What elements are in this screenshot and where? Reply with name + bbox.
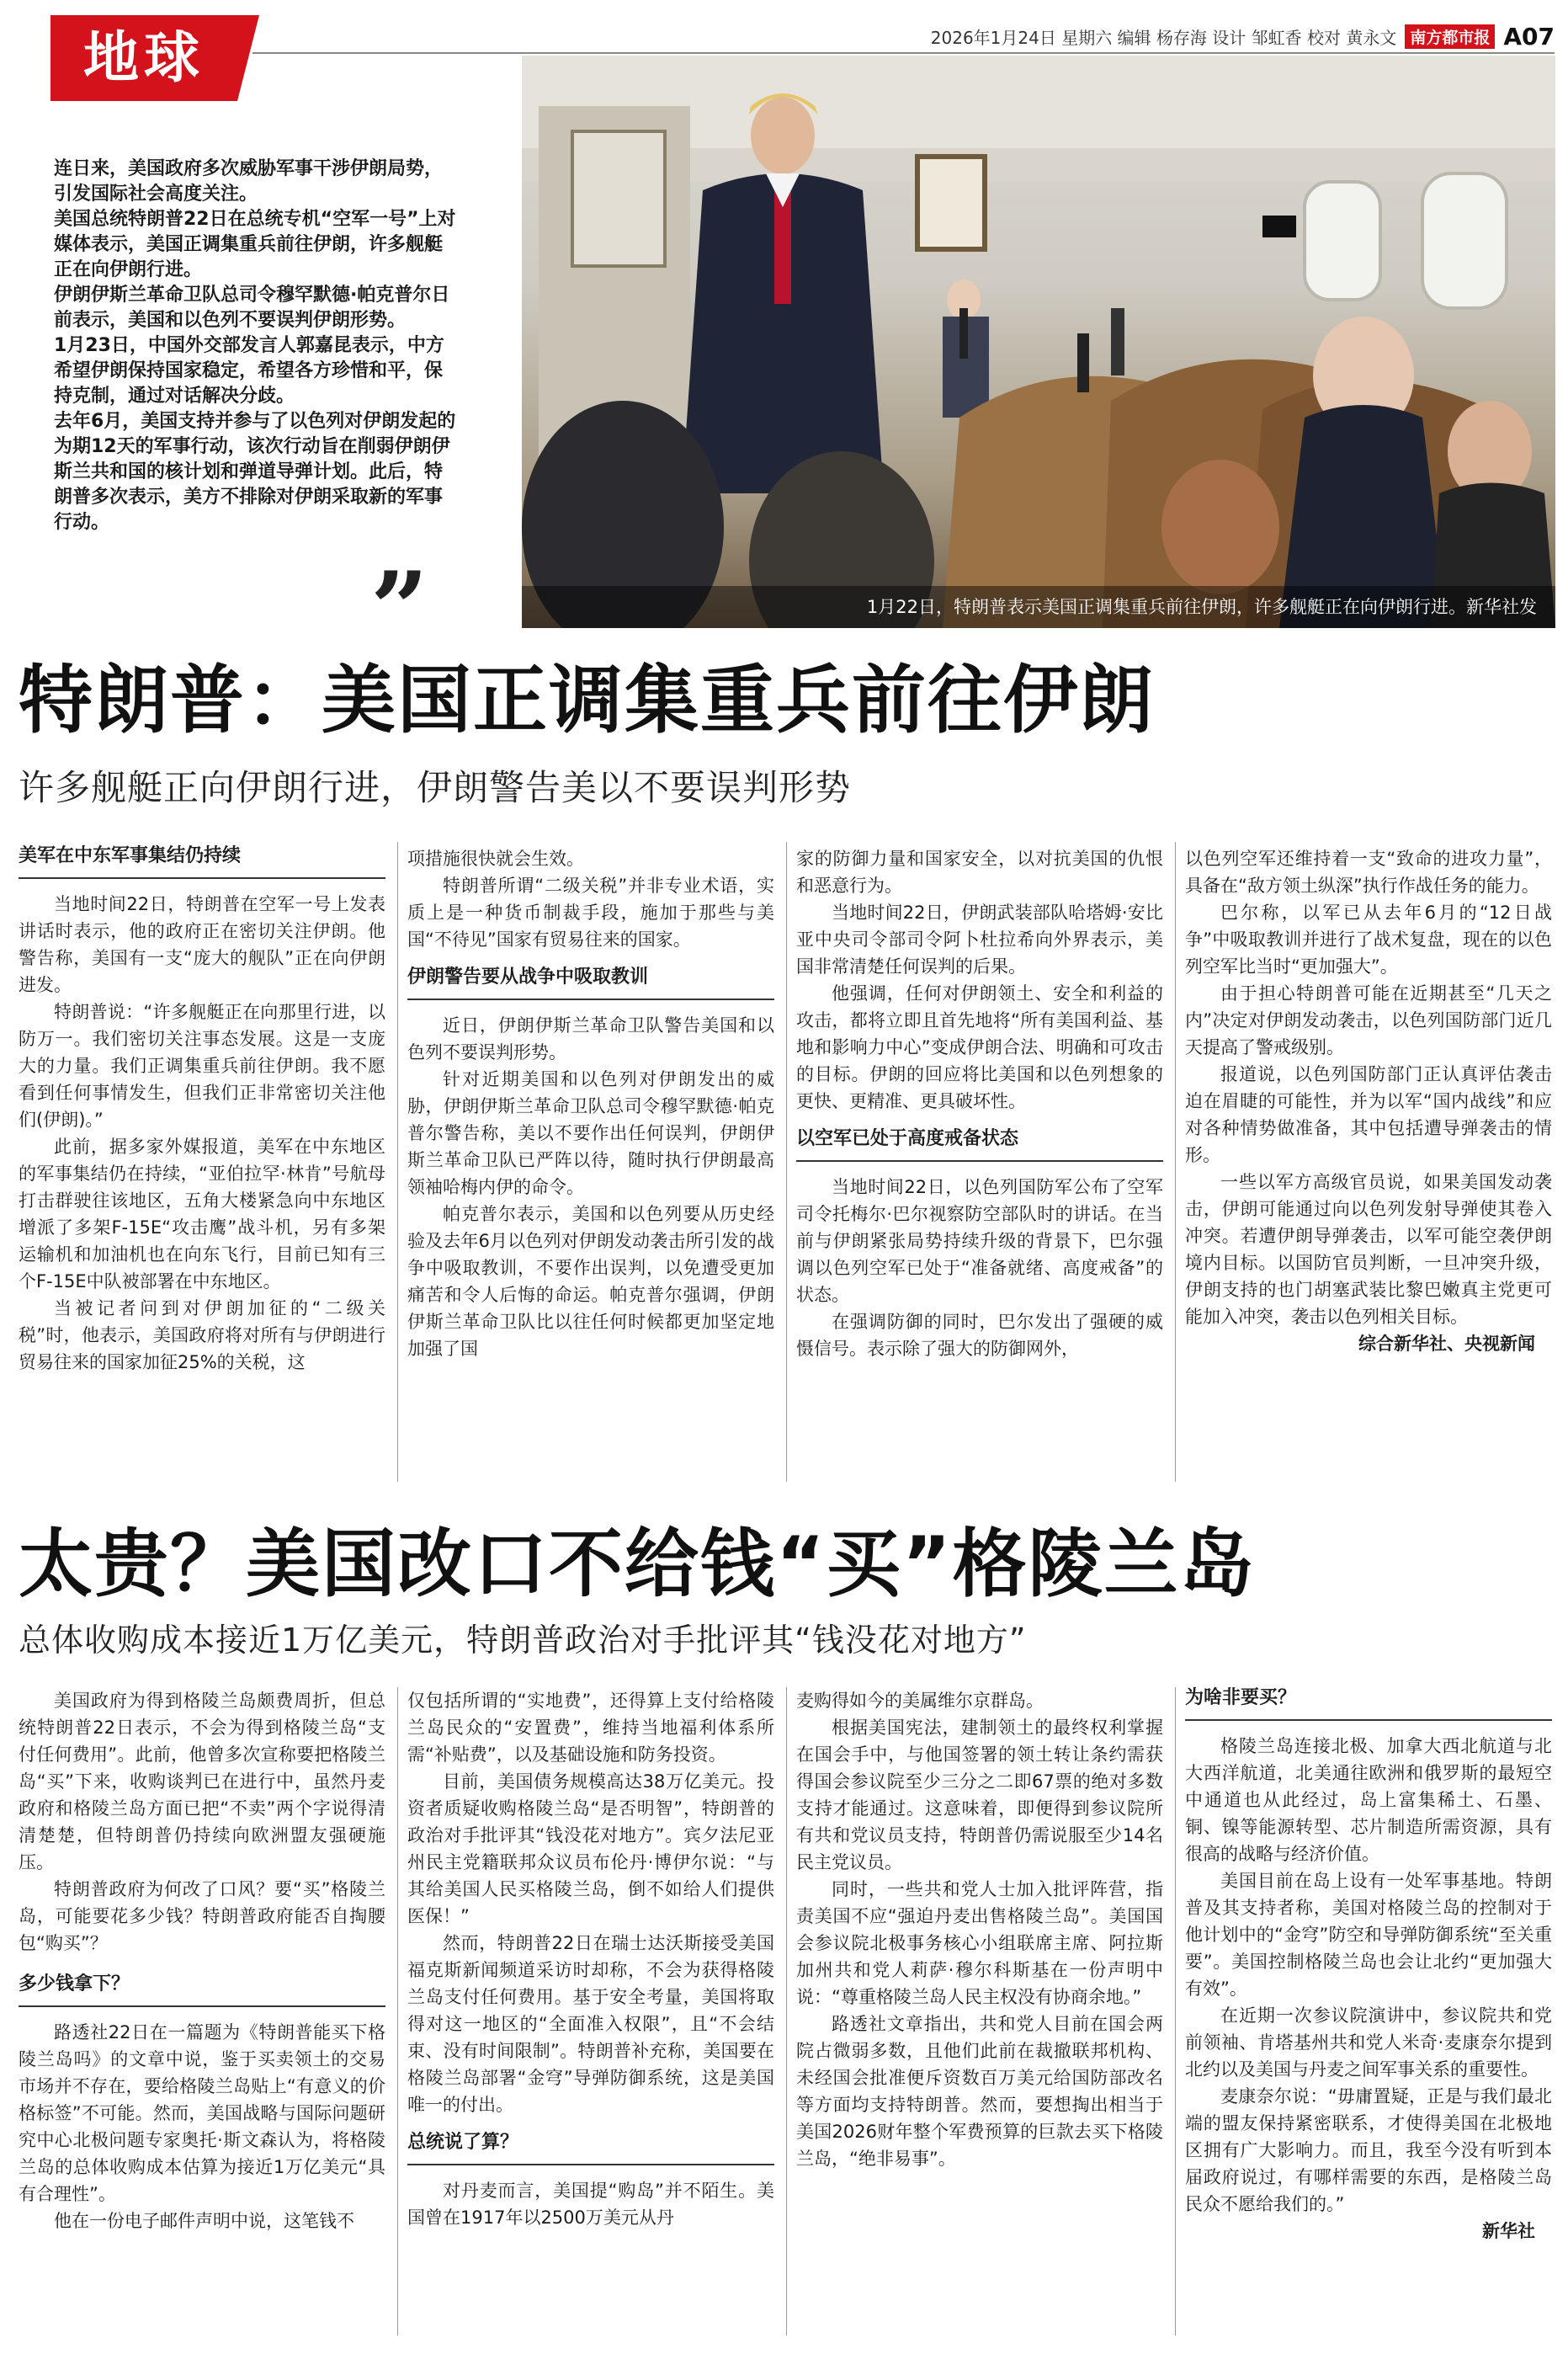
paragraph: 项措施很快就会生效。: [407, 849, 584, 869]
header-info: [931, 22, 1555, 51]
intro-lead: [54, 157, 458, 535]
article2-subhead-3: 为啥非要买？: [1185, 1686, 1552, 1721]
article2-column-1: [19, 1687, 385, 2234]
header-rule: [252, 52, 1555, 54]
paragraph: 近日，伊朗伊斯兰革命卫队警告美国和以色列不要误判形势。: [407, 1015, 774, 1062]
news-photo: [522, 56, 1555, 628]
paragraph: 同时，一些共和党人士加入批评阵营，指责美国不应“强迫丹麦出售格陵兰岛”。美国国会参议院北极事务核心小组联席主席、阿拉斯加州共和党人莉萨·穆尔科斯基在一份声明中说：“尊重格陵兰岛人民主权没有协商余地。”: [796, 1879, 1163, 2007]
intro-paragraph: 连日来，美国政府多次威胁军事干涉伊朗局势，引发国际社会高度关注。: [54, 158, 444, 205]
article2-column-3: [796, 1687, 1163, 2172]
paragraph: 路透社文章指出，共和党人目前在国会两院占微弱多数，且他们此前在裁撤联邦机构、未经国会批准便斥资数百万美元给国防部改名等方面均支持特朗普。然而，要想掏出相当于美国2026财年整个军费预算的巨款去买下格陵兰岛，“绝非易事”。: [796, 2014, 1163, 2169]
paragraph: 帕克普尔表示，美国和以色列要从历史经验及去年6月以色列对伊朗发动袭击所引发的战争中吸取教训，不要作出误判，以免遭受更加痛苦和令人后悔的命运。帕克普尔强调，伊朗伊斯兰革命卫队比以往任何时候都更加坚定地加强了国: [407, 1204, 774, 1359]
paragraph: 针对近期美国和以色列对伊朗发出的威胁，伊朗伊斯兰革命卫队总司令穆罕默德·帕克普尔警告称，美以不要作出任何误判，伊朗伊斯兰革命卫队已严阵以待，随时执行伊朗最高领袖哈梅内伊的命令。: [407, 1069, 774, 1197]
article2-title: 太贵？美国改口不给钱“买”格陵兰岛: [19, 1521, 1256, 1607]
paragraph: 此前，据多家外媒报道，美军在中东地区的军事集结仍在持续，“亚伯拉罕·林肯”号航母打击群驶往该地区，五角大楼紧急向中东地区增派了多架F-15E“攻击鹰”战斗机，另有多架运输机和加油机也在向东飞行，目前已知有三个F-15E中队被部署在中东地区。: [19, 1137, 385, 1292]
paragraph: 家的防御力量和国家安全，以对抗美国的仇恨和恶意行为。: [796, 849, 1163, 896]
article1-subhead-3: 以空军已处于高度戒备状态: [796, 1126, 1163, 1162]
intro-paragraph: 伊朗伊斯兰革命卫队总司令穆罕默德·帕克普尔日前表示，美国和以色列不要误判伊朗形势。: [54, 285, 450, 331]
article1-column-4: [1185, 845, 1552, 1357]
article2-column-2: [407, 1687, 774, 2231]
column-divider: [397, 1687, 398, 2335]
column-divider: [786, 842, 787, 1482]
paragraph: 麦康奈尔说：“毋庸置疑，正是与我们最北端的盟友保持紧密联系，才使得美国在北极地区拥有广大影响力。而且，我至今没有听到本届政府说过，有哪样需要的东西，是格陵兰岛民众不愿给我们的。”: [1185, 2086, 1552, 2214]
quote-mark-icon: ”: [370, 550, 429, 668]
article2-column-4: [1185, 1680, 1552, 2245]
paragraph: 路透社22日在一篇题为《特朗普能买下格陵兰岛吗》的文章中说，鉴于买卖领土的交易市场并不存在，要给格陵兰岛贴上“有意义的价格标签”不可能。然而，美国战略与国际问题研究中心北极问题专家奥托·斯文森认为，将格陵兰岛的总体收购成本估算为接近1万亿美元“具有合理性”。: [19, 2022, 385, 2204]
paragraph: 当地时间22日，伊朗武装部队哈塔姆·安比亚中央司令部司令阿卜杜拉希向外界表示，美国非常清楚任何误判的后果。: [796, 903, 1163, 977]
paragraph: 特朗普所谓“二级关税”并非专业术语，实质上是一种货币制裁手段，施加于那些与美国“不待见”国家有贸易往来的国家。: [407, 876, 774, 950]
paragraph: 以色列空军还维持着一支“致命的进攻力量”，具备在“敌方领土纵深”执行作战任务的能力。: [1185, 849, 1552, 896]
paragraph: 美国目前在岛上设有一处军事基地。特朗普及其支持者称，美国对格陵兰岛的控制对于他计划中的“金穹”防空和导弹防御系统“至关重要”。美国控制格陵兰岛也会让北约“更加强大有效”。: [1185, 1871, 1552, 1999]
article2-signature: 新华社: [1482, 2221, 1535, 2241]
article2-subhead-2: 总统说了算？: [407, 2130, 774, 2165]
date-line: 2026年1月24日 星期六 编辑 杨存海 设计 邹虹香 校对 黄永文: [930, 27, 1397, 48]
article2-subhead-1: 多少钱拿下？: [19, 1972, 385, 2007]
section-tag: 地球: [50, 15, 237, 101]
paragraph: 他强调，任何对伊朗领土、安全和利益的攻击，都将立即且首先地将“所有美国利益、基地和影响力中心”变成伊朗合法、明确和可攻击的目标。伊朗的回应将比美国和以色列想象的更快、更精准、更具破坏性。: [796, 983, 1163, 1111]
paragraph: 报道说，以色列国防部门正认真评估袭击迫在眉睫的可能性，并为以军“国内战线”和应对各种情势做准备，其中包括遭导弹袭击的情形。: [1185, 1064, 1552, 1165]
paragraph: 一些以军方高级官员说，如果美国发动袭击，伊朗可能通过向以色列发射导弹使其卷入冲突。若遭伊朗导弹袭击，以军可能空袭伊朗境内目标。以国防官员判断，一旦冲突升级，伊朗支持的也门胡塞武装比黎巴嫩真主党更可能加入冲突，袭击以色列相关目标。: [1185, 1172, 1552, 1327]
intro-paragraph: 美国总统特朗普22日在总统专机“空军一号”上对媒体表示，美国正调集重兵前往伊朗，许多舰艇正在向伊朗行进。: [54, 209, 456, 280]
paragraph: 美国政府为得到格陵兰岛颇费周折，但总统特朗普22日表示，不会为得到格陵兰岛“支付任何费用”。此前，他曾多次宣称要把格陵兰岛“买”下来，收购谈判已在进行中，虽然丹麦政府和格陵兰岛方面已把“不卖”两个字说得清清楚楚，但特朗普仍持续向欧洲盟友强硬施压。: [19, 1691, 385, 1872]
paragraph: 根据美国宪法，建制领土的最终权利掌握在国会手中，与他国签署的领土转让条约需获得国会参议院至少三分之二即67票的绝对多数支持才能通过。这意味着，即便得到参议院所有共和党议员支持，特朗普仍需说服至少14名民主党议员。: [796, 1718, 1163, 1872]
article1-subhead-2: 伊朗警告要从战争中吸取教训: [407, 965, 774, 1000]
column-divider: [1175, 842, 1176, 1482]
paragraph: 目前，美国债务规模高达38万亿美元。投资者质疑收购格陵兰岛“是否明智”，特朗普的政治对手批评其“钱没花对地方”。宾夕法尼亚州民主党籍联邦众议员布伦丹·博伊尔说：“与其给美国人民买格陵兰岛，倒不如给人们提供医保！”: [407, 1771, 774, 1926]
paragraph: 对丹麦而言，美国提“购岛”并不陌生。美国曾在1917年以2500万美元从丹: [407, 2181, 774, 2228]
paragraph: 特朗普政府为何改了口风？要“买”格陵兰岛，可能要花多少钱？特朗普政府能否自掏腰包“购买”？: [19, 1879, 385, 1953]
paragraph: 麦购得如今的美属维尔京群岛。: [796, 1691, 1044, 1711]
article1-subhead-1: 美军在中东军事集结仍持续: [19, 844, 385, 879]
paragraph: 在强调防御的同时，巴尔发出了强硬的威慑信号。表示除了强大的防御网外，: [796, 1312, 1163, 1359]
paragraph: 当被记者问到对伊朗加征的“二级关税”时，他表示，美国政府将对所有与伊朗进行贸易往来的国家加征25%的关税，这: [19, 1298, 385, 1372]
article1-column-2: [407, 845, 774, 1362]
column-divider: [397, 842, 398, 1482]
page-number: A07: [1503, 22, 1555, 51]
column-divider: [1175, 1687, 1176, 2335]
paragraph: 由于担心特朗普可能在近期甚至“几天之内”决定对伊朗发动袭击，以色列国防部门近几天提高了警戒级别。: [1185, 983, 1552, 1057]
article2-subtitle: 总体收购成本接近1万亿美元，特朗普政治对手批评其“钱没花对地方”: [19, 1622, 1027, 1659]
article1-column-3: [796, 845, 1163, 1362]
paragraph: 然而，特朗普22日在瑞士达沃斯接受美国福克斯新闻频道采访时却称，不会为获得格陵兰岛支付任何费用。基于安全考量，美国将取得对这一地区的“全面准入权限”，且“不会结束、没有时间限制”。特朗普补充称，美国要在格陵兰岛部署“金穹”导弹防御系统，这是美国唯一的付出。: [407, 1933, 774, 2115]
paragraph: 格陵兰岛连接北极、加拿大西北航道与北大西洋航道，北美通往欧洲和俄罗斯的最短空中通道也从此经过，岛上富集稀土、石墨、铜、镍等能源转型、芯片制造所需资源，具有很高的战略与经济价值。: [1185, 1736, 1552, 1864]
article1-subtitle: 许多舰艇正向伊朗行进，伊朗警告美以不要误判形势: [19, 767, 852, 808]
intro-paragraph: 1月23日，中国外交部发言人郭嘉昆表示，中方希望伊朗保持国家稳定，希望各方珍惜和平，保持克制，通过对话解决分歧。: [54, 335, 444, 407]
paragraph: 当地时间22日，特朗普在空军一号上发表讲话时表示，他的政府正在密切关注伊朗。他警告称，美国有一支“庞大的舰队”正在向伊朗进发。: [19, 894, 385, 995]
paragraph: 他在一份电子邮件声明中说，这笔钱不: [54, 2211, 354, 2231]
photo-illustration: [522, 56, 1555, 628]
paragraph: 当地时间22日，以色列国防军公布了空军司令托梅尔·巴尔视察防空部队时的讲话。在当前与伊朗紧张局势持续升级的背景下，巴尔强调以色列空军已处于“准备就绪、高度戒备”的状态。: [796, 1177, 1163, 1305]
paper-logo: 南方都市报: [1405, 24, 1495, 49]
article1-signature: 综合新华社、央视新闻: [1358, 1334, 1535, 1354]
paragraph: 巴尔称，以军已从去年6月的“12日战争”中吸取教训并进行了战术复盘，现在的以色列空军比当时“更加强大”。: [1185, 903, 1552, 977]
article1-column-1: [19, 839, 385, 1376]
column-divider: [786, 1687, 787, 2335]
paragraph: 仅包括所谓的“实地费”，还得算上支付给格陵兰岛民众的“安置费”，维持当地福利体系所需“补贴费”，以及基础设施和防务投资。: [407, 1691, 774, 1765]
article1-title: 特朗普：美国正调集重兵前往伊朗: [19, 657, 1156, 743]
paragraph: 在近期一次参议院演讲中，参议院共和党前领袖、肯塔基州共和党人米奇·麦康奈尔提到北约以及美国与丹麦之间军事关系的重要性。: [1185, 2005, 1552, 2080]
photo-caption: 1月22日，特朗普表示美国正调集重兵前往伊朗，许多舰艇正在向伊朗行进。新华社发: [522, 586, 1555, 628]
paragraph: 特朗普说：“许多舰艇正在向那里行进，以防万一。我们密切关注事态发展。这是一支庞大的力量。我们正调集重兵前往伊朗。我不愿看到任何事情发生，但我们正非常密切关注他们(伊朗)。”: [19, 1002, 385, 1130]
intro-paragraph: 去年6月，美国支持并参与了以色列对伊朗发起的为期12天的军事行动，该次行动旨在削弱伊朗伊斯兰共和国的核计划和弹道导弹计划。此后，特朗普多次表示，美方不排除对伊朗采取新的军事行动。: [54, 411, 456, 533]
